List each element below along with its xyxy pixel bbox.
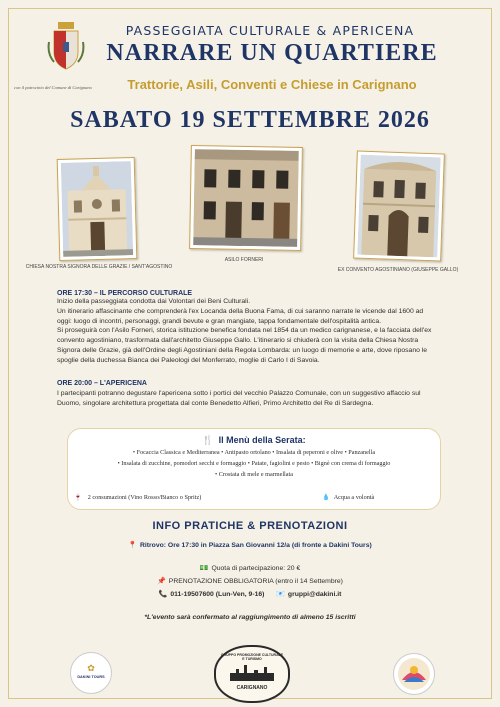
menu-line: • Focaccia Classica e Mediterranea • Antipasto ortolano • Insalata di peperoni e olive • Panzanella [132,449,376,456]
photo-asilo [189,145,303,251]
menu-box [67,428,441,510]
event-subtitle: Trattorie, Asili, Conventi e Chiese in Carignano [127,77,417,92]
menu-water: 💧 Acqua a volontà [322,494,375,501]
booking-note: 📌 PRENOTAZIONE OBBLIGATORIA (entro il 14 Settembre) [157,578,343,585]
menu-line: • Crostata di mele e marmellata [215,471,293,478]
section-cultural-text: Inizio della passeggiata condotta dai Volontari dei Beni Culturali. Un itinerario affascinante che comprenderà l'ex Locanda della Buona Fama, di cui saranno narrate le vicende dal 1600 ad oggi: luogo di incontri, personaggi, grandi bevute e gran mangiate, tappa fondamentale dell'ospitalità antica. Si proseguirà con l'Asilo Forneri, storica istituzione benefica fondata nel 1854 da un medico carignanese, e la facciata dell'ex convento agostiniano, trasformata dall'architetto Giuseppe Gallo. L'itinerario si chiuderà con la visita della Chiesa Nostra Signora delle Grazie, già dell'Ordine degli Agostiniani della Regola Lombarda: un luogo di memorie e arte, dove riposano le spoglie della duchessa Bianca dei Paleologi del Monferrato, moglie di Carlo I di Savoia. [57,298,432,364]
skyline-icon [230,663,274,681]
colorful-emblem-icon [394,654,434,694]
fee: 💵 Quota di partecipazione: 20 € [199,565,301,572]
email-icon: 📧 [276,591,285,598]
photo-church-caption: CHIESA NOSTRA SIGNORA DELLE GRAZIE / SANT'AGOSTINO [25,264,173,270]
event-date: SABATO 19 SETTEMBRE 2026 [70,107,430,133]
meeting-point: 📍 Ritrovo: Ore 17:30 in Piazza San Giovanni 12/a (di fronte a Dakini Tours) [128,542,372,549]
menu-line: • Insalata di zucchine, pomodori secchi e formaggio • Patate, fagiolini e pesto • Bignè con crema di formaggio [117,460,391,467]
section-apericena-title: ORE 20:00 – L'APERICENA [57,380,147,387]
event-title: NARRARE UN QUARTIERE [106,40,438,66]
menu-drinks: 🍷 2 consumazioni (Vino Rosso/Bianco o Spritz) [74,494,202,501]
menu-title: 🍴 Il Menù della Serata: [202,435,306,445]
phone-icon: 📞 [158,591,168,598]
pin-icon: 📍 [128,542,137,549]
cutlery-icon: 🍴 [202,435,214,445]
info-title: INFO PRATICHE & PRENOTAZIONI [152,520,348,532]
contacts [0,590,500,598]
event-type: PASSEGGIATA CULTURALE & APERICENA [125,23,415,38]
photo-convent-caption: EX CONVENTO AGOSTINIANO (GIUSEPPE GALLO) [337,267,459,273]
confirmation-note: *L'evento sarà confermato al raggiungimento di almeno 15 iscritti [144,614,356,621]
photo-asilo-caption: ASILO FORNERI [224,257,264,263]
photo-church [57,157,138,261]
email-address[interactable]: gruppi@dakini.it [287,591,342,598]
water-drop-icon: 💧 [322,494,330,501]
section-apericena-text: I partecipanti potranno degustare l'apericena sotto i portici del vecchio Palazzo Comunale, con un suggestivo affaccio sul Duomo, singolare architettura progettata dal conte Benedetto Alfieri, Primo Architetto del Re di Sardegna. [57,390,421,407]
pushpin-icon: 📌 [157,578,166,585]
partner-logo [393,653,435,695]
wine-glass-icon: 🍷 [74,494,82,501]
dakini-logo: ✿ DAKINI TOURS [70,652,112,694]
section-cultural-title: ORE 17:30 – IL PERCORSO CULTURALE [57,290,193,297]
carignano-group-logo: GRUPPO PROMOZIONE CULTURALE E TURISMO CARIGNANO [214,645,290,703]
money-icon: 💵 [199,565,209,572]
photo-convent [353,150,445,261]
crest-caption: con il patrocinio del Comune di Carignano [14,85,92,90]
phone-number[interactable]: 011-19507600 (Lun-Ven, 9-16) [170,591,265,598]
